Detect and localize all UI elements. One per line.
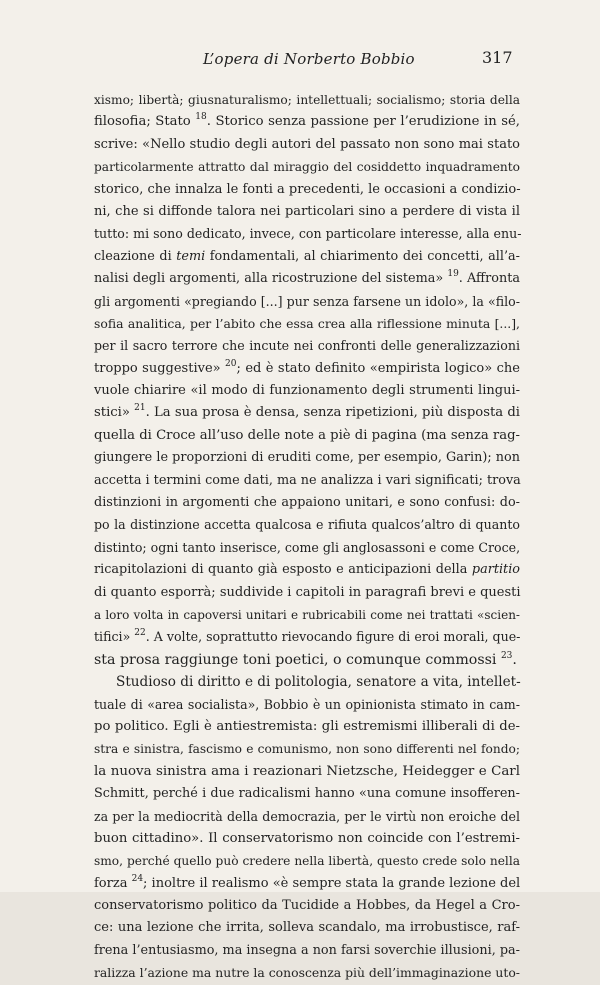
italic-term: temi [176, 248, 206, 264]
text-run: troppo suggestive» [94, 360, 226, 376]
text-run: za per la mediocrità della democrazia, per le virtù non eroiche del [94, 808, 520, 824]
text-line [94, 895, 520, 917]
text-line [94, 447, 520, 469]
text-line [94, 917, 520, 939]
text-run: . A volte, soprattutto rievocando figure di eroi morali, que- [145, 629, 521, 645]
text-line [94, 537, 520, 559]
footnote-ref: 22 [134, 628, 146, 639]
text-run: ce: una lezione che irrita, solleva scandalo, ma irrobustisce, raf- [94, 920, 520, 936]
text-line [94, 313, 520, 335]
footnote-ref: 20 [225, 358, 237, 369]
text-run: fondamentali, al chiarimento dei concetti, all’a- [205, 248, 520, 264]
text-run: tuale di «area socialista», Bobbio è un opinionista stimato in cam- [94, 696, 520, 712]
text-line [94, 201, 520, 223]
text-run: ricapitolazioni di quanto già esposto e anticipazioni della [94, 562, 472, 578]
text-run: Schmitt, perché i due radicalismi hanno «una comune insofferen- [94, 786, 520, 802]
text-run: ; inoltre il realismo «è sempre stata la grande lezione del [143, 875, 521, 891]
text-line [94, 806, 520, 828]
text-line [94, 268, 520, 290]
text-line [94, 134, 520, 156]
text-run: distinzioni in argomenti che appaiono unitari, e sono confusi: do- [94, 495, 520, 511]
text-run: nalisi degli argomenti, alla ricostruzione del sistema» [94, 271, 448, 287]
text-run: . La sua prosa è densa, senza ripetizioni, più disposta di [145, 405, 520, 421]
text-run: Studioso di diritto e di politologia, senatore a vita, intellet- [116, 674, 521, 691]
text-run: accetta i termini come dati, ma ne analizza i vari significati; trova [94, 472, 521, 488]
italic-term: partitio [471, 562, 520, 578]
footnote-ref: 18 [195, 112, 207, 123]
text-run: smo, perché quello può credere nella libertà, questo crede solo nella [94, 854, 520, 869]
text-line [94, 111, 520, 133]
text-line [94, 246, 520, 268]
running-title: L’opera di Norberto Bobbio [203, 50, 415, 68]
text-line [94, 850, 520, 872]
footnote-ref: 21 [134, 403, 146, 414]
running-header [0, 46, 600, 70]
text-run: sta prosa raggiunge toni poetici, o comunque commossi [94, 651, 501, 668]
text-run: frena l’entusiasmo, ma insegna a non farsi soverchie illusioni, pa- [94, 942, 520, 958]
text-run: xismo; libertà; giusnaturalismo; intellettuali; socialismo; storia della [94, 93, 520, 107]
text-line [94, 89, 520, 111]
text-run: giungere le proporzioni di eruditi come, per esempio, Garin); non [94, 450, 520, 466]
text-line [94, 671, 520, 693]
text-run: ralizza l’azione ma nutre la conoscenza più dell’immaginazione uto- [94, 965, 520, 981]
text-line [94, 604, 520, 626]
text-line [94, 358, 520, 380]
text-run: po la distinzione accetta qualcosa e rifiuta qualcos’altro di quanto [94, 517, 520, 533]
text-run: storico, che innalza le fonti a precedenti, le occasioni a condizio- [94, 181, 521, 197]
text-line [94, 962, 520, 984]
text-run: stra e sinistra, fascismo e comunismo, non sono differenti nel fondo; [94, 742, 520, 757]
text-run: cleazione di [94, 248, 177, 264]
text-line [94, 492, 520, 514]
text-run: stici» [94, 405, 135, 421]
text-line [94, 582, 520, 604]
text-run: particolarmente attratto dal miraggio del cosiddetto inquadramento [94, 160, 520, 175]
text-run: distinto; ogni tanto inserisce, come gli anglosassoni e come Croce, [94, 539, 521, 555]
text-line [94, 649, 520, 671]
text-line [94, 514, 520, 536]
text-line [94, 738, 520, 760]
text-run: filosofia; Stato [94, 114, 196, 130]
text-line [94, 470, 520, 492]
body-text [94, 89, 520, 985]
text-line [94, 425, 520, 447]
text-run: . Affronta [458, 271, 520, 287]
text-run: forza [94, 875, 132, 891]
text-line [94, 156, 520, 178]
text-run: gli argomenti «pregiando [...] pur senza farsene un idolo», la «filo- [94, 293, 520, 309]
text-line [94, 716, 520, 738]
text-run: ; ed è stato definito «empirista logico» che [236, 360, 520, 376]
text-run: . Storico senza passione per l’erudizione in sé, [206, 114, 520, 130]
footnote-ref: 24 [131, 873, 144, 884]
text-line [94, 291, 520, 313]
text-run: la nuova sinistra ama i reazionari Nietzsche, Heidegger e Carl [94, 763, 520, 779]
text-line [94, 828, 520, 850]
text-line [94, 559, 520, 581]
footnote-ref: 19 [447, 269, 459, 280]
text-run: scrive: «Nello studio degli autori del passato non sono mai stato [94, 136, 520, 152]
text-line [94, 402, 520, 424]
text-run: tutto: mi sono dedicato, invece, con particolare interesse, alla enu- [94, 226, 522, 242]
text-line [94, 626, 520, 648]
text-run: per il sacro terrore che incute nei confronti delle generalizzazioni [94, 338, 520, 354]
text-line [94, 940, 520, 962]
text-run: po politico. Egli è antiestremista: gli estremismi illiberali di de- [94, 718, 520, 734]
text-run: buon cittadino». Il conservatorismo non coincide con l’estremi- [94, 830, 520, 846]
text-run: a loro volta in capoversi unitari e rubricabili come nei trattati «scien- [94, 607, 520, 622]
text-run: vuole chiarire «il modo di funzionamento degli strumenti lingui- [94, 383, 520, 399]
footnote-ref: 23 [500, 650, 513, 661]
text-run: tifici» [94, 629, 135, 645]
text-line [94, 761, 520, 783]
text-line [94, 380, 520, 402]
text-line [94, 223, 520, 245]
text-run: di quanto esporrà; suddivide i capitoli in paragrafi brevi e questi [94, 584, 521, 600]
text-line [94, 783, 520, 805]
text-run: quella di Croce all’uso delle note a piè di pagina (ma senza rag- [94, 427, 520, 443]
text-line [94, 694, 520, 716]
text-run: conservatorismo politico da Tucidide a Hobbes, da Hegel a Cro- [94, 898, 520, 914]
text-run: . [512, 651, 517, 668]
page-number: 317 [482, 48, 513, 67]
text-run: ni, che si diffonde talora nei particolari sino a perdere di vista il [94, 203, 520, 219]
text-run: sofia analitica, per l’abito che essa crea alla riflessione minuta [...], [94, 315, 520, 331]
text-line [94, 335, 520, 357]
text-line [94, 179, 520, 201]
